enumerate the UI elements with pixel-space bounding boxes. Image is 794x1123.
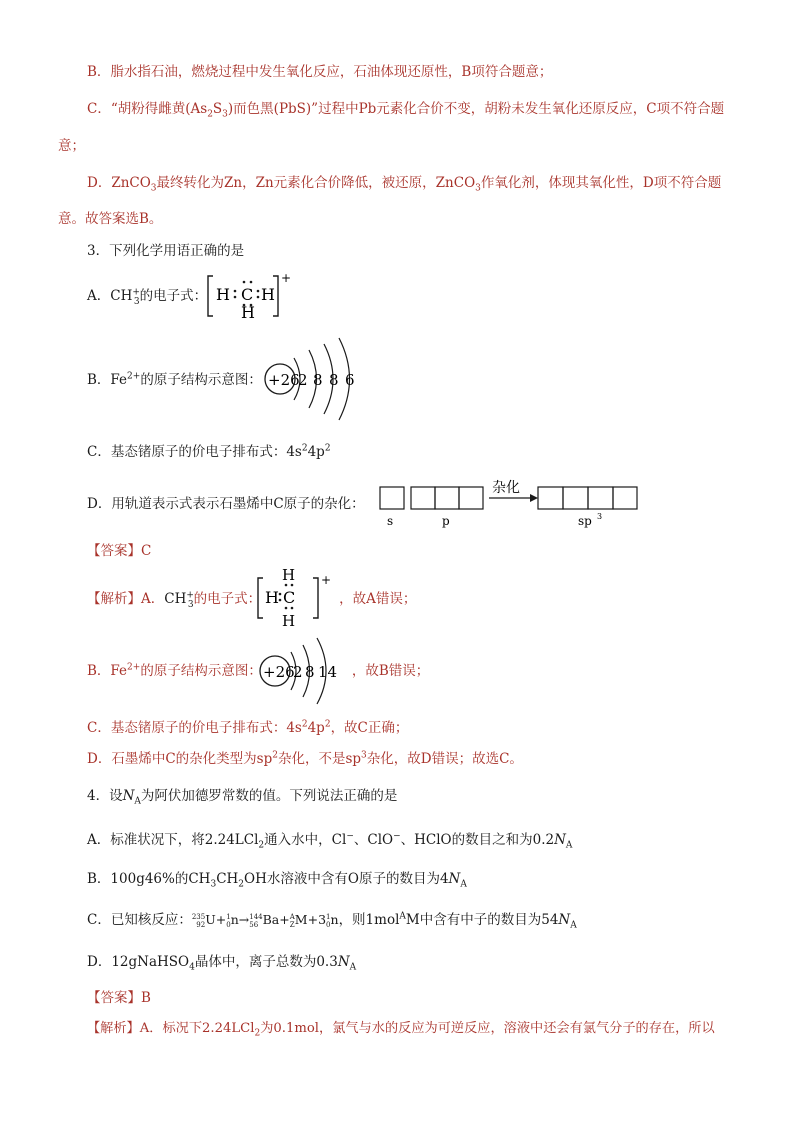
svg-text:8: 8 [313,371,323,389]
svg-text:H: H [265,588,279,607]
prev-explanation-d-cont: 意。故答案选B。 [58,211,163,227]
svg-text:14: 14 [318,663,338,681]
prev-explanation-c: C．“胡粉得雌黄$(As_2S_3)$而色黑(PbS)”过程中Pb元素化合价不变，胡粉未发生氧化还原反应，C项不符合题 [87,101,725,120]
svg-text:8: 8 [305,663,315,681]
svg-text:6: 6 [345,371,355,389]
svg-text:H: H [282,612,296,630]
svg-text:8: 8 [329,371,339,389]
q3-explanation-c: C．基态锗原子的价电子排布式：$4s^24p^2$，故C正确； [87,719,409,736]
q3-exp-a-electron-formula [255,566,335,628]
svg-text:+: + [321,573,332,587]
svg-text:p: p [442,514,450,528]
q3-a-electron-formula [205,272,295,322]
svg-text:H: H [241,303,255,322]
q3-explanation-a: 【解析】A．$CH^+_3$的电子式： ，故A错误； [87,590,417,610]
svg-text:+26: +26 [263,663,295,681]
q3-explanation-d: D．石墨烯中C的杂化类型为$sp^2$杂化，不是$sp^3$杂化，故D错误；故选C。 [87,750,523,767]
svg-text:H: H [261,285,275,304]
svg-text:sp: sp [578,514,592,528]
q3-option-c: C．基态锗原子的价电子排布式：$4s^24p^2$ [87,443,331,460]
q3-option-d: D．用轨道表示式表示石墨烯中C原子的杂化： [87,496,365,512]
svg-text:2: 2 [293,663,303,681]
svg-text:+26: +26 [268,371,300,389]
prev-explanation-d: D．ZnCO$_3$最终转化为Zn，Zn元素化合价降低，被还原，ZnCO$_3$作氧化剂，体现其氧化性，D项不符合题 [87,175,722,194]
svg-text:H: H [282,566,296,584]
q3-answer: 【答案】C [87,543,152,559]
q4-option-a: A．标准状况下，将2.24LCl$_2$通入水中，Cl−、ClO−、HClO的数目之和为$0.2N_A$ [87,831,573,851]
q3-exp-b-atom-structure [258,634,353,708]
q4-option-b: B．100g46%的$CH_3CH_2OH$水溶液中含有O原子的数目为$4N_A$ [87,871,467,890]
svg-text:杂化: 杂化 [492,480,520,496]
q3-option-a: A．$CH^+_3$的电子式： [87,287,208,307]
svg-text:C: C [283,588,296,607]
q3-d-orbital-diagram [378,478,643,530]
q4-option-d: D．12gNaHSO$_4$晶体中，离子总数为$0.3N_A$ [87,954,357,973]
q3-option-b: B．$Fe^{2+}$的原子结构示意图： [87,371,262,388]
prev-explanation-c-cont: 意； [58,138,85,154]
q3-b-atom-structure [262,336,372,422]
svg-text:+: + [281,271,292,285]
q3-stem: 3．下列化学用语正确的是 [87,243,245,259]
svg-text:3: 3 [597,512,603,521]
svg-text:s: s [387,514,394,528]
q4-explanation-a: 【解析】A．标况下2.24LCl$_2$为0.1mol，氯气与水的反应为可逆反应，溶液中还会有氯气分子的存在，所以 [87,1021,715,1039]
q4-answer: 【答案】B [87,990,151,1006]
q4-option-c: C．已知核反应：235 92U+1 0n→144 56 Ba+A ZM+31 0n，则1mol$^A$M中含有中子的数目为$54N_A$ [87,911,577,931]
svg-text:2: 2 [298,371,308,389]
prev-explanation-b: B．脂水指石油，燃烧过程中发生氧化反应，石油体现还原性，B项符合题意； [87,64,553,80]
q4-stem: 4．设$N_A$为阿伏加德罗常数的值。下列说法正确的是 [87,788,398,807]
svg-text:C: C [241,285,254,304]
svg-text:H: H [216,285,230,304]
q3-explanation-b: B．$Fe^{2+}$的原子结构示意图： ，故B错误； [87,662,430,679]
